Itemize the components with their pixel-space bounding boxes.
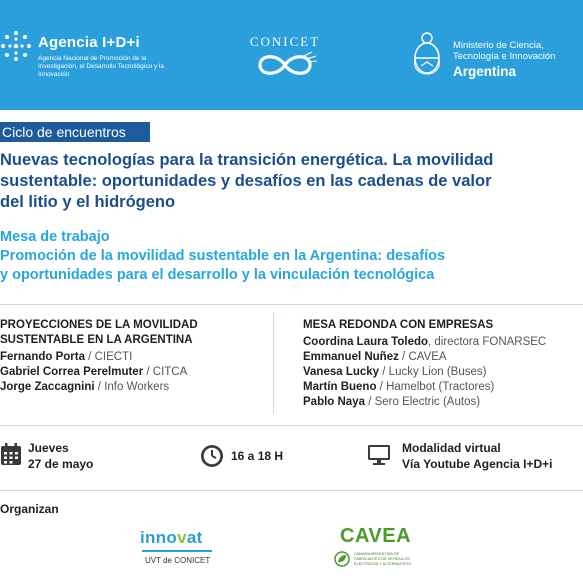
speaker-row: Pablo Naya / Sero Electric (Autos) [303, 396, 481, 408]
projections-heading: PROYECCIONES DE LA MOVILIDAD SUSTENTABLE EN LA ARGENTINA [0, 319, 198, 346]
innovat-logo [140, 528, 220, 573]
agency-subtitle: Agencia Nacional de Promoción de la Investigación, el Desarrollo Tecnológico y la Innovación [38, 55, 164, 78]
date-weekday: Jueves [28, 441, 69, 455]
divider-bottom [0, 490, 583, 491]
agency-name: Agencia I+D+i [38, 34, 140, 51]
date-day: 27 de mayo [28, 457, 94, 471]
roundtable-heading: MESA REDONDA CON EMPRESAS [303, 319, 494, 331]
divider-top [0, 304, 583, 305]
clock-icon [200, 444, 224, 468]
innovat-wordmark: innovat [140, 528, 203, 547]
event-title: Nuevas tecnologías para la transición energética. La movilidad sustentable: oportunidades y desafíos en las cadenas de valor del litio y el hidrógeno [0, 151, 494, 211]
divider-middle [0, 425, 583, 426]
organizers-label: Organizan [0, 502, 59, 516]
calendar-icon [0, 442, 22, 466]
speaker-row: Vanesa Lucky / Lucky Lion (Buses) [303, 366, 487, 378]
modality-channel: Vía Youtube Agencia I+D+i [402, 457, 553, 471]
ministry-name: Ministerio de Ciencia, Tecnología e Innovación [453, 40, 556, 62]
conicet-name: CONICET [249, 34, 321, 49]
modality-type: Modalidad virtual [402, 441, 501, 455]
monitor-icon [367, 444, 391, 466]
ministry-logo-block [413, 0, 583, 110]
cavea-wordmark: CAVEA [340, 525, 412, 547]
speaker-row: Coordina Laura Toledo, directora FONARSEC [303, 336, 547, 348]
infinity-icon [250, 50, 320, 80]
agency-logo-block [0, 0, 190, 110]
speaker-row: Fernando Porta / CIECTI [0, 351, 133, 363]
speaker-row: Martín Bueno / Hamelbot (Tractores) [303, 381, 495, 393]
speaker-row: Emmanuel Nuñez / CAVEA [303, 351, 447, 363]
speaker-row: Gabriel Correa Perelmuter / CITCA [0, 366, 188, 378]
projections-panel [0, 318, 262, 395]
speaker-row: Jorge Zaccagnini / Info Workers [0, 381, 170, 393]
time-info [200, 440, 310, 476]
divider-vertical [273, 312, 274, 414]
cavea-caption: CÁMARA ARGENTINA DE FABRICANTES DE VEHÍCULOS ELÉCTRICOS Y ALTERNATIVOS [354, 552, 411, 566]
date-info [0, 440, 180, 476]
ministry-country: Argentina [453, 64, 517, 79]
roundtable-panel [303, 318, 583, 410]
worktable-subtitle: Mesa de trabajo Promoción de la movilidad sustentable en la Argentina: desafíos y oportunidades para el desarrollo y la vinculación tecnológica [0, 229, 446, 283]
coat-of-arms-icon [413, 30, 441, 76]
conicet-logo-block [210, 0, 360, 110]
modality-info [367, 440, 583, 476]
innovat-underline-icon [142, 550, 212, 554]
leaf-badge-icon [334, 551, 350, 567]
time-range: 16 a 18 H [231, 449, 284, 463]
cycle-tag: Ciclo de encuentros [0, 122, 150, 142]
innovat-caption: UVT de CONICET [145, 556, 211, 565]
cavea-logo [334, 525, 424, 575]
header-banner [0, 0, 583, 110]
dots-circle-icon [0, 30, 32, 62]
